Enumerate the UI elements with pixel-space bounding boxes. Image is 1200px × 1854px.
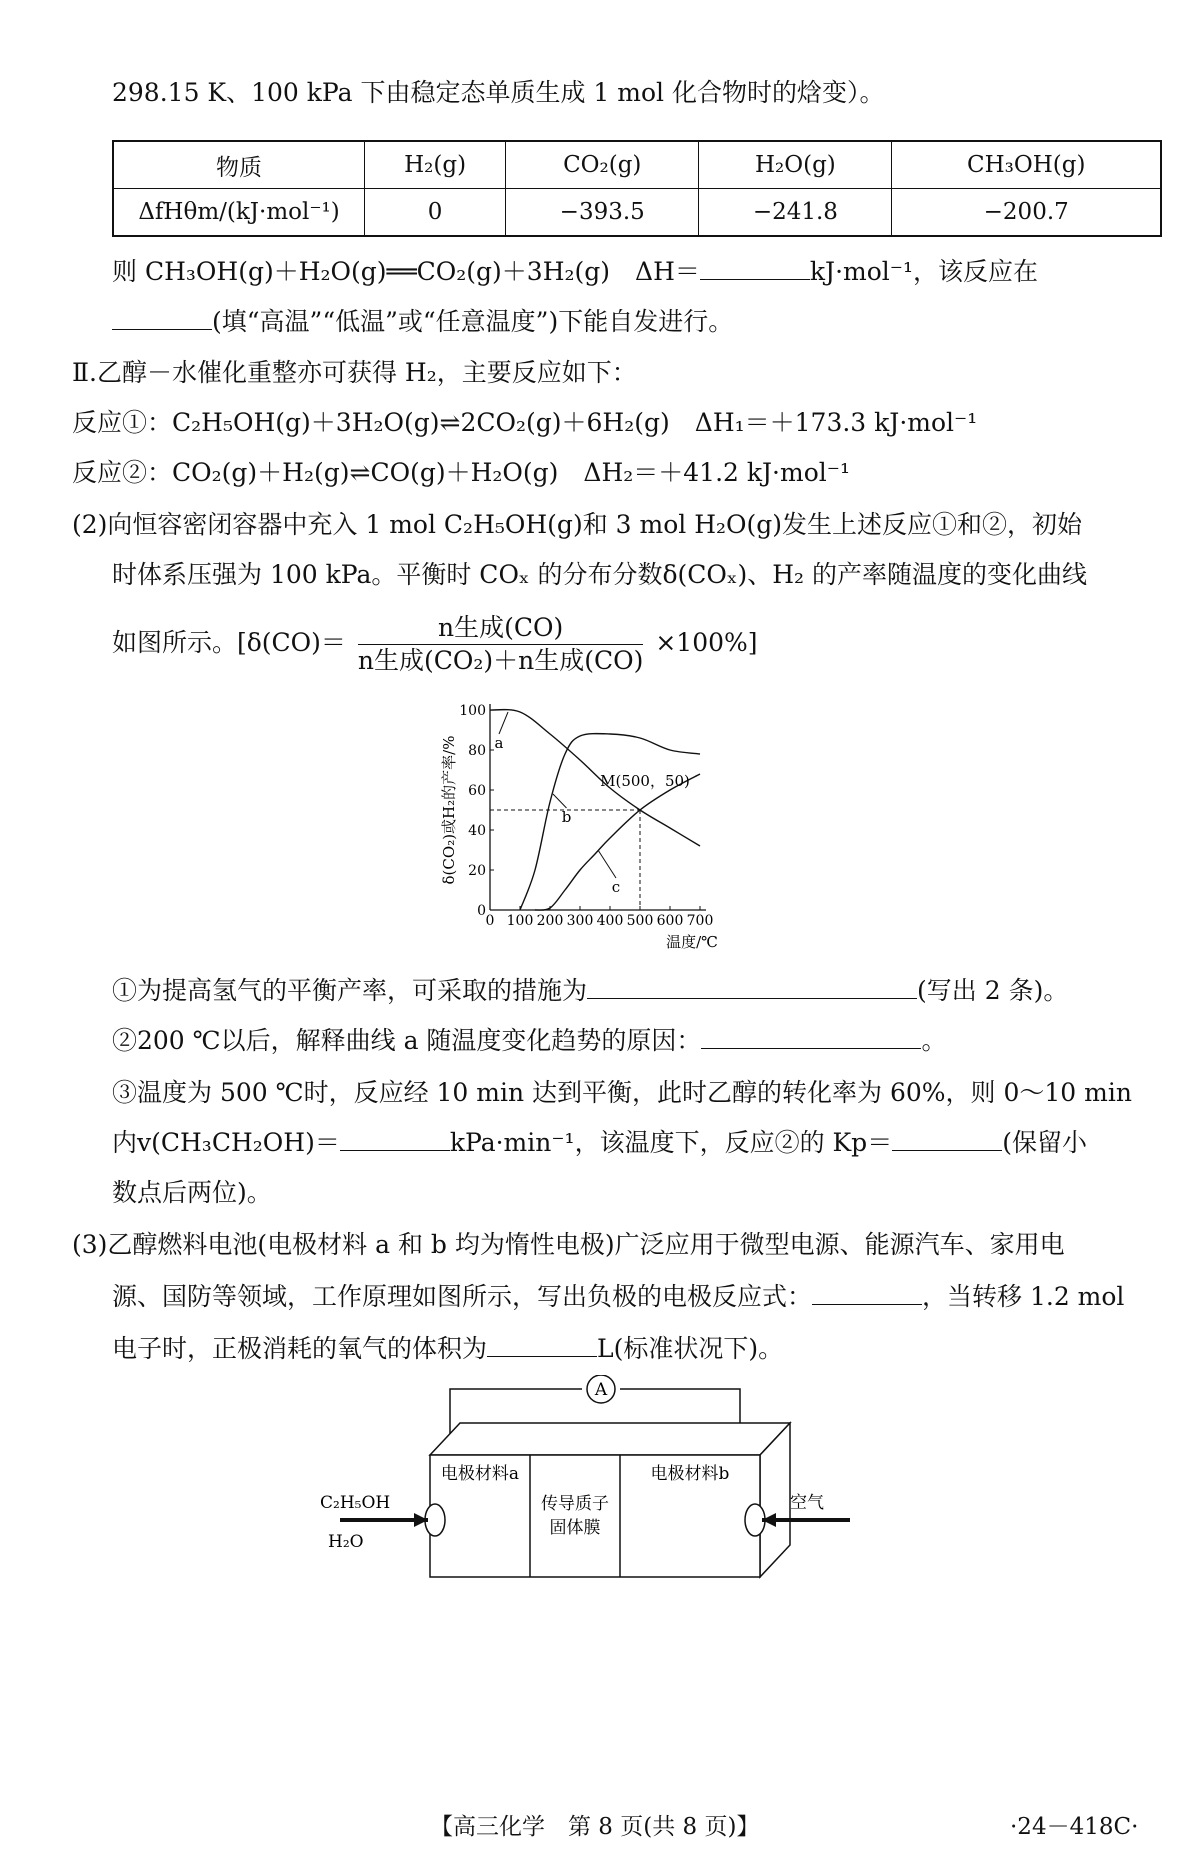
footer-page-info: 【高三化学 第 8 页(共 8 页)】 xyxy=(430,1814,760,1840)
curve-b xyxy=(520,734,700,910)
q3-line3-post: L(标准状况下)。 xyxy=(597,1334,784,1363)
fraction-numerator: n生成(CO) xyxy=(358,612,644,645)
y-axis-label: δ(CO₂)或H₂的产率/% xyxy=(440,735,458,885)
temperature-chart xyxy=(440,690,760,970)
q3-line2 xyxy=(112,1280,1124,1314)
q1-instruction: (填“高温”“低温”或“任意温度”)下能自发进行。 xyxy=(212,307,734,336)
q2-line2: 时体系压强为 100 kPa。平衡时 COₓ 的分布分数δ(COₓ)、H₂ 的产率随温度的变化曲线 xyxy=(112,560,1088,589)
table-header-row xyxy=(113,141,1161,189)
enthalpy-table xyxy=(112,140,1162,237)
answer-blank[interactable] xyxy=(587,974,917,999)
curve-leader-c xyxy=(598,850,616,878)
q3-line2-text: 源、国防等领域，工作原理如图所示，写出负极的电极反应式： xyxy=(112,1282,813,1311)
answer-blank[interactable] xyxy=(700,255,810,280)
curve-leader-a xyxy=(499,712,508,734)
ammeter-label: A xyxy=(594,1380,608,1400)
curve-label-b: b xyxy=(561,808,572,826)
x-tick-label: 300 xyxy=(566,913,594,929)
curve-label-a: a xyxy=(494,734,504,752)
answer-blank[interactable] xyxy=(112,305,212,330)
table-cell: −393.5 xyxy=(506,189,699,237)
q2-sub3-note: (保留小 xyxy=(1002,1128,1087,1157)
part2-title: Ⅱ.乙醇－水催化重整亦可获得 H₂，主要反应如下： xyxy=(72,358,637,387)
y-tick-label: 20 xyxy=(468,863,486,879)
membrane-label-2: 固体膜 xyxy=(549,1518,601,1538)
table-cell: −241.8 xyxy=(699,189,892,237)
q2-formula-pre: 如图所示。[δ(CO)＝ xyxy=(112,628,346,657)
table-header-label: 物质 xyxy=(113,141,365,189)
footer-code: ·24－418C· xyxy=(1010,1814,1139,1840)
q2-sub1 xyxy=(112,974,1068,1008)
q2-sub3-line3: 数点后两位)。 xyxy=(112,1178,272,1207)
x-tick-label: 200 xyxy=(536,913,564,929)
q3-line2-post: ，当转移 1.2 mol xyxy=(922,1282,1125,1311)
cell-top-face xyxy=(430,1423,790,1455)
fuel-cell-diagram xyxy=(320,1375,880,1585)
electrode-b-label: 电极材料b xyxy=(650,1464,730,1484)
fraction-denominator: n生成(CO₂)＋n生成(CO) xyxy=(357,646,644,675)
q2-sub1-post: (写出 2 条)。 xyxy=(917,976,1069,1005)
x-tick-label: 500 xyxy=(626,913,654,929)
q2-sub3-line1: ③温度为 500 ℃时，反应经 10 min 达到平衡，此时乙醇的转化率为 60%，则 0～10 min xyxy=(112,1078,1132,1107)
x-axis-label: 温度/℃ xyxy=(666,933,718,951)
intro-line: 298.15 K、100 kPa 下由稳定态单质生成 1 mol 化合物时的焓变）。 xyxy=(112,78,885,107)
y-tick-label: 80 xyxy=(468,743,486,759)
q3-line3 xyxy=(112,1332,783,1366)
x-tick-label: 100 xyxy=(506,913,534,929)
table-column-co2: CO₂(g) xyxy=(506,141,699,189)
x-tick-label: 700 xyxy=(686,913,714,929)
x-tick-label: 600 xyxy=(656,913,684,929)
x-tick-label: 0 xyxy=(485,913,495,929)
input-air-label: 空气 xyxy=(790,1493,824,1513)
q2-sub2-text: ②200 ℃以后，解释曲线 a 随温度变化趋势的原因： xyxy=(112,1026,702,1055)
input-ethanol-label: C₂H₅OH xyxy=(320,1493,391,1513)
answer-blank[interactable] xyxy=(701,1024,921,1049)
q1-unit-text: kJ·mol⁻¹，该反应在 xyxy=(809,257,1038,286)
q2-line1: (2)向恒容密闭容器中充入 1 mol C₂H₅OH(g)和 3 mol H₂O(g)发生上述反应①和②，初始 xyxy=(72,510,1083,539)
q3-line3-text: 电子时，正极消耗的氧气的体积为 xyxy=(112,1334,488,1363)
table-row-label: ΔfHθm/(kJ·mol⁻¹) xyxy=(113,189,365,237)
table-column-h2: H₂(g) xyxy=(365,141,506,189)
q3-line1: (3)乙醇燃料电池(电极材料 a 和 b 均为惰性电极)广泛应用于微型电源、能源汽车、家用电 xyxy=(72,1230,1065,1259)
q2-sub3-line2 xyxy=(112,1126,1087,1160)
curve-leader-b xyxy=(553,794,567,808)
answer-blank[interactable] xyxy=(892,1126,1002,1151)
delta-co-fraction xyxy=(358,612,644,677)
point-m-label: M(500，50) xyxy=(600,772,690,790)
q2-sub1-text: ①为提高氢气的平衡产率，可采取的措施为 xyxy=(112,976,588,1005)
answer-blank[interactable] xyxy=(340,1126,450,1151)
y-tick-label: 60 xyxy=(468,783,486,799)
q2-sub2 xyxy=(112,1024,946,1058)
table-cell: 0 xyxy=(365,189,506,237)
table-column-ch3oh: CH₃OH(g) xyxy=(892,141,1161,189)
answer-blank[interactable] xyxy=(487,1332,597,1357)
q2-line3 xyxy=(112,612,758,677)
y-tick-label: 0 xyxy=(477,903,486,919)
reaction-2: 反应②：CO₂(g)＋H₂(g)⇌CO(g)＋H₂O(g) ΔH₂＝＋41.2 kJ·mol⁻¹ xyxy=(72,458,850,487)
q2-sub2-post: 。 xyxy=(921,1026,947,1055)
reaction-1: 反应①：C₂H₅OH(g)＋3H₂O(g)⇌2CO₂(g)＋6H₂(g) ΔH₁＝＋173.3 kJ·mol⁻¹ xyxy=(72,408,978,437)
q1-line2 xyxy=(112,305,733,339)
table-column-h2o: H₂O(g) xyxy=(699,141,892,189)
q2-sub3-kp: kPa·min⁻¹，该温度下，反应②的 Kp＝ xyxy=(449,1128,893,1157)
q2-sub3-rate: 内v(CH₃CH₂OH)＝ xyxy=(112,1128,340,1157)
x-tick-label: 400 xyxy=(596,913,624,929)
answer-blank[interactable] xyxy=(812,1280,922,1305)
table-values-row xyxy=(113,189,1161,237)
curve-label-c: c xyxy=(611,878,621,896)
y-tick-label: 100 xyxy=(459,703,486,719)
q1-line1 xyxy=(112,255,1038,289)
input-water-label: H₂O xyxy=(328,1532,364,1552)
table-cell: −200.7 xyxy=(892,189,1161,237)
electrode-a-label: 电极材料a xyxy=(440,1464,520,1484)
q1-equation: 则 CH₃OH(g)＋H₂O(g)══CO₂(g)＋3H₂(g) ΔH＝ xyxy=(112,257,700,286)
membrane-label-1: 传导质子 xyxy=(541,1494,609,1514)
q2-formula-post: ×100%] xyxy=(655,628,758,657)
y-tick-label: 40 xyxy=(468,823,486,839)
